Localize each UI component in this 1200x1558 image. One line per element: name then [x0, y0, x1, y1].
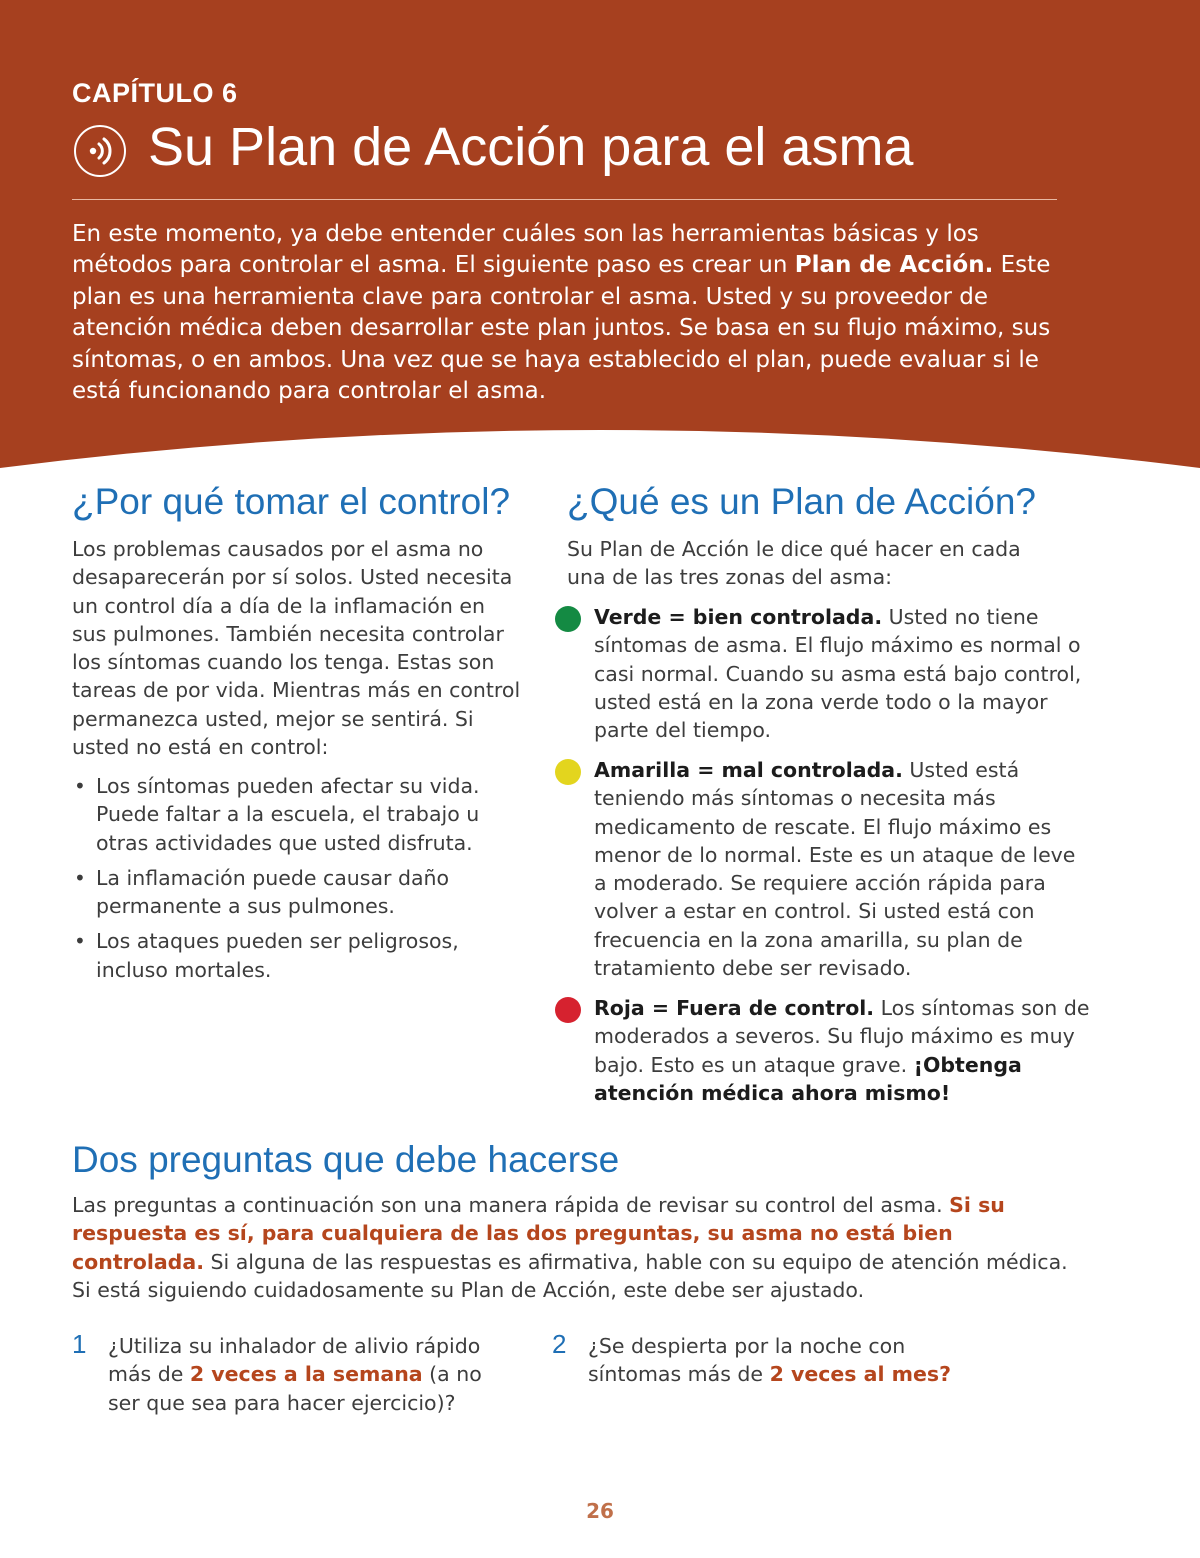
zone-red-text: Roja = Fuera de control. Los síntomas son de moderados a severos. Su flujo máximo es muy bajo. Esto es un ataque grave. ¡Obtenga atención médica ahora mismo!: [594, 996, 1090, 1105]
question-2: [552, 1329, 992, 1389]
why-body: Los problemas causados por el asma no desaparecerán por sí solos. Usted necesita un control día a día de la inflamación en sus pulmones. También necesita controlar los síntomas cuando los tenga. Estas son tareas de por vida. Mientras más en control permanezca usted, mejor se sentirá. Si usted no está en control:: [72, 537, 521, 760]
red-zone-dot: [555, 997, 581, 1023]
questions-heading: Dos preguntas que debe hacerse: [72, 1139, 620, 1180]
intro-emphasis: Plan de Acción.: [794, 252, 994, 279]
questions-intro: Las preguntas a continuación son una manera rápida de revisar su control del asma. Si su respuesta es sí, para cualquiera de las dos preguntas, su asma no está bien controlada. Si alguna de las respuestas es afirmativa, hable con su equipo de atención médica. Si está siguiendo cuidadosamente su Plan de Acción, este debe ser ajustado.: [72, 1193, 1068, 1302]
questions-emphasis: Si su respuesta es sí, para cualquiera de las dos preguntas, su asma no está bien controlada.: [72, 1193, 1005, 1274]
chapter-title: Su Plan de Acción para el asma: [148, 117, 914, 177]
list-item: • Los ataques pueden ser peligrosos, incluso mortales.: [74, 929, 459, 982]
question-text: ¿Utiliza su inhalador de alivio rápido más de 2 veces a la semana (a no ser que sea para hacer ejercicio)?: [108, 1334, 482, 1415]
question-1: [72, 1329, 512, 1417]
zone-green: [555, 603, 1090, 744]
what-heading: ¿Qué es un Plan de Acción?: [567, 481, 1036, 522]
question-text: ¿Se despierta por la noche con síntomas más de 2 veces al mes?: [588, 1334, 951, 1387]
green-zone-dot: [555, 606, 581, 632]
zone-green-text: Verde = bien controlada. Usted no tiene síntomas de asma. El flujo máximo es normal o casi normal. Cuando su asma está bajo control, usted está en la zona verde todo o la mayor parte del tiempo.: [594, 605, 1082, 743]
what-body: Su Plan de Acción le dice qué hacer en cada una de las tres zonas del asma:: [567, 537, 1021, 590]
question-number: 1: [72, 1329, 87, 1359]
why-heading: ¿Por qué tomar el control?: [72, 481, 511, 522]
intro-paragraph: En este momento, ya debe entender cuáles son las herramientas básicas y los métodos para controlar el asma. El siguiente paso es crear un Plan de Acción. Este plan es una herramienta clave para controlar el asma. Usted y su proveedor de atención médica deben desarrollar este plan juntos. Se basa en su flujo máximo, sus síntomas, o en ambos. Una vez que se haya establecido el plan, puede evaluar si le está funcionando para controlar el asma.: [72, 221, 1051, 405]
header-divider: [72, 199, 1057, 200]
why-bullet-list: [72, 772, 522, 991]
sound-waves-icon: [73, 124, 127, 178]
question-number: 2: [552, 1329, 567, 1359]
zone-red: [555, 994, 1090, 1107]
chapter-label: CAPÍTULO 6: [72, 78, 238, 108]
yellow-zone-dot: [555, 759, 581, 785]
zone-yellow: [555, 756, 1090, 982]
list-item: • Los síntomas pueden afectar su vida. Puede faltar a la escuela, el trabajo u otras actividades que usted disfruta.: [74, 774, 480, 855]
page-number: 26: [586, 1499, 614, 1523]
list-item: • La inflamación puede causar daño permanente a sus pulmones.: [74, 865, 450, 919]
zone-yellow-text: Amarilla = mal controlada. Usted está teniendo más síntomas o necesita más medicamento de rescate. El flujo máximo es menor de lo normal. Este es un ataque de leve a moderado. Se requiere acción rápida para volver a estar en control. Si usted está con frecuencia en la zona amarilla, su plan de tratamiento debe ser revisado.: [594, 758, 1076, 981]
